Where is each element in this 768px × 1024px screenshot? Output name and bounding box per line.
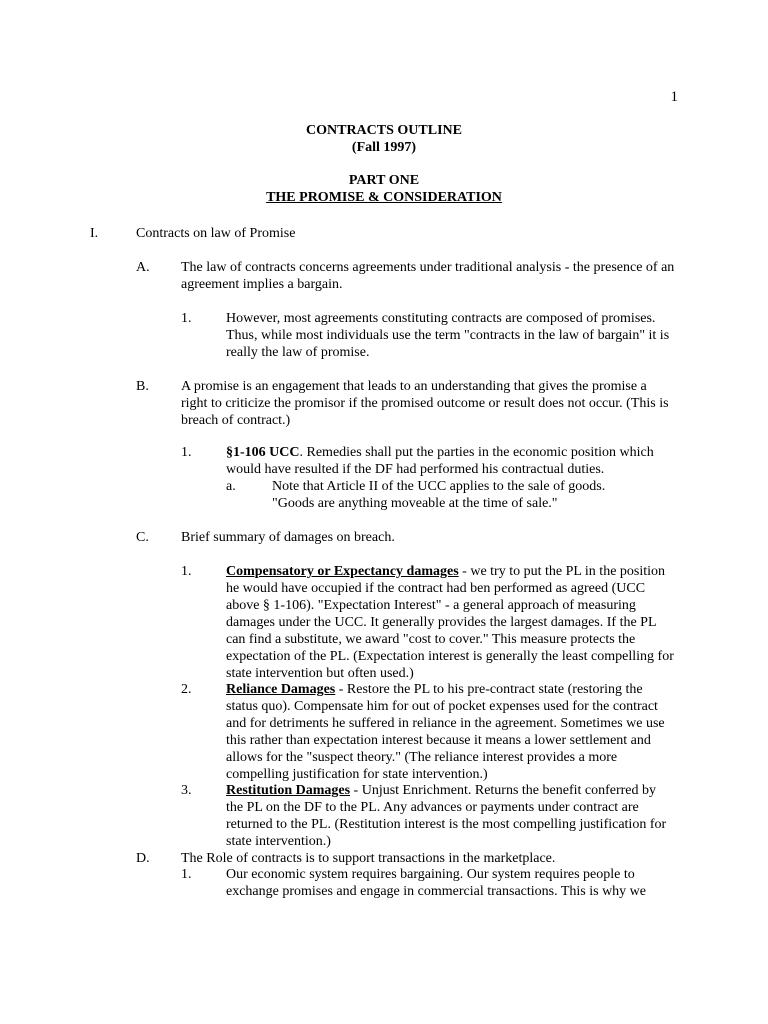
restitution-body: - Unjust Enrichment. Returns the benefit conferred by the PL on the DF to the PL. Any advances or payments under contract are returned to the PL. (Restitution interest is the most compelling justification for state intervention.) [226,783,667,849]
item-a-text: The law of contracts concerns agreements under traditional analysis - the presence of an agreement implies a bargain. [181,260,675,292]
item-d-label: D. [136,851,150,866]
item-c1-label: 1. [181,564,192,579]
reliance-heading: Reliance Damages [226,682,336,697]
item-c1-text [226,563,676,682]
compensatory-body: - we try to put the PL in the position he would have occupied if the contract had ben performed as agreed (UCC above § 1-106). "Expectation Interest" - a general approach of measuring damages under the UCC. It generally provides the largest damages. If the PL can find a substitute, we award "cost to cover." This measure protects the expectation of the PL. (Expectation interest is generally the least compelling for state intervention but often used.) [226,564,674,681]
section-i-label: I. [90,226,99,241]
restitution-heading: Restitution Damages [226,783,351,798]
item-a-label: A. [136,260,150,275]
document-title: CONTRACTS OUTLINE [306,123,462,138]
item-d-text: The Role of contracts is to support transactions in the marketplace. [181,851,556,866]
ucc-body: . Remedies shall put the parties in the economic position which would have resulted if the DF had performed his contractual duties. [226,445,654,477]
ucc-heading: §1-106 UCC [226,445,300,460]
item-b1-text [226,444,672,478]
item-d1-text: Our economic system requires bargaining. Our system requires people to exchange promises and engage in commercial transactions. This is why we [226,867,647,899]
item-b1a-line1: Note that Article II of the UCC applies to the sale of goods. [272,479,606,494]
part-heading: PART ONE [348,173,420,188]
section-i-text: Contracts on law of Promise [136,226,296,241]
item-c3-label: 3. [181,783,192,798]
item-d1-label: 1. [181,867,192,882]
item-a1-label: 1. [181,311,192,326]
item-c2-text [226,681,676,783]
item-c3-text [226,782,676,850]
item-c2-label: 2. [181,682,192,697]
page-number: 1 [670,89,678,105]
item-a1-text: However, most agreements constituting contracts are composed of promises. Thus, while most individuals use the term "contracts in the law of bargain" it is really the law of promise. [226,311,670,360]
item-b-text: A promise is an engagement that leads to an understanding that gives the promise a right to criticize the promisor if the promised outcome or result does not occur. (This is breach of contract.) [181,379,669,428]
item-c-label: C. [136,530,149,545]
item-b-label: B. [136,379,149,394]
document-subtitle: (Fall 1997) [351,140,417,155]
item-b1a-label: a. [226,479,236,494]
item-c-text: Brief summary of damages on breach. [181,530,395,545]
item-b1a-line2: "Goods are anything moveable at the time of sale." [272,496,558,511]
compensatory-heading: Compensatory or Expectancy damages [226,564,459,579]
part-title: THE PROMISE & CONSIDERATION [266,190,502,205]
item-b1-label: 1. [181,445,192,460]
reliance-body: - Restore the PL to his pre-contract state (restoring the status quo). Compensate him for out of pocket expenses used for the contract and for detriments he suffered in reliance in the agreement. Sometimes we use this rather than expectation interest because it means a lower settlement and allows for the "suspect theory." (The reliance interest provides a more compelling justification for state intervention.) [226,682,665,782]
